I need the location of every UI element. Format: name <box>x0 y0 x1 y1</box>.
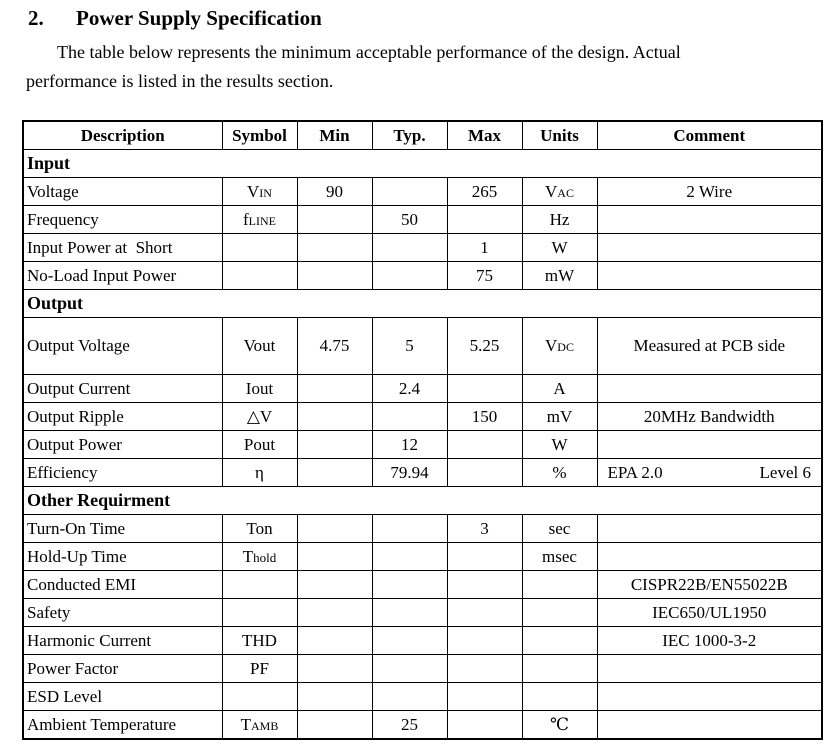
cell-comment <box>597 683 822 711</box>
cell-comment <box>597 431 822 459</box>
spec-table <box>22 120 823 740</box>
cell-typ: 25 <box>372 711 447 740</box>
cell-symbol <box>222 711 297 740</box>
table-header-row <box>23 121 822 150</box>
cell-symbol: △V <box>222 403 297 431</box>
cell-max <box>447 627 522 655</box>
comment-left: EPA 2.0 <box>607 462 663 482</box>
intro-line-2: performance is listed in the results section. <box>26 70 334 91</box>
cell-comment: IEC650/UL1950 <box>597 599 822 627</box>
symbol-sub: LINE <box>248 213 276 228</box>
cell-typ: 79.94 <box>372 459 447 487</box>
cell-min <box>297 206 372 234</box>
table-row-safety <box>23 599 822 627</box>
cell-max <box>447 431 522 459</box>
table-row-output-power <box>23 431 822 459</box>
cell-typ <box>372 178 447 206</box>
header-units: Units <box>522 121 597 150</box>
cell-min <box>297 459 372 487</box>
cell-typ <box>372 571 447 599</box>
header-symbol: Symbol <box>222 121 297 150</box>
cell-max <box>447 599 522 627</box>
cell-max <box>447 655 522 683</box>
cell-typ <box>372 234 447 262</box>
cell-comment <box>597 515 822 543</box>
cell-typ: 12 <box>372 431 447 459</box>
symbol-main: T <box>242 546 254 566</box>
cell-min <box>297 234 372 262</box>
cell-desc: Input Power at Short <box>23 234 222 262</box>
symbol-sub: AMB <box>251 718 279 733</box>
table-row-esd <box>23 683 822 711</box>
cell-comment <box>597 206 822 234</box>
cell-desc: Power Factor <box>23 655 222 683</box>
cell-unit <box>522 627 597 655</box>
cell-min <box>297 711 372 740</box>
cell-unit <box>522 571 597 599</box>
cell-symbol <box>222 262 297 290</box>
symbol-main: f <box>243 209 249 229</box>
cell-typ <box>372 627 447 655</box>
unit-sub: DC <box>557 340 574 354</box>
cell-min <box>297 262 372 290</box>
cell-comment <box>597 543 822 571</box>
cell-symbol: PF <box>222 655 297 683</box>
section-title: Power Supply Specification <box>76 6 322 30</box>
cell-typ <box>372 515 447 543</box>
cell-unit: msec <box>522 543 597 571</box>
cell-desc: Output Ripple <box>23 403 222 431</box>
table-row-no-load-power <box>23 262 822 290</box>
cell-unit <box>522 318 597 375</box>
cell-max <box>447 711 522 740</box>
cell-max: 5.25 <box>447 318 522 375</box>
cell-symbol <box>222 206 297 234</box>
cell-symbol: η <box>222 459 297 487</box>
group-other-label: Other Requirment <box>23 487 822 515</box>
group-output-label: Output <box>23 290 822 318</box>
cell-unit: % <box>522 459 597 487</box>
cell-comment: 2 Wire <box>597 178 822 206</box>
cell-comment <box>597 655 822 683</box>
cell-unit <box>522 178 597 206</box>
table-row-harmonic <box>23 627 822 655</box>
cell-min <box>297 543 372 571</box>
cell-desc: ESD Level <box>23 683 222 711</box>
table-row-hold-up <box>23 543 822 571</box>
symbol-sub: hold <box>253 549 277 565</box>
cell-symbol <box>222 683 297 711</box>
cell-desc: No-Load Input Power <box>23 262 222 290</box>
table-row-voltage <box>23 178 822 206</box>
cell-typ <box>372 683 447 711</box>
intro-paragraph <box>26 38 826 95</box>
cell-desc: Conducted EMI <box>23 571 222 599</box>
cell-typ: 50 <box>372 206 447 234</box>
cell-symbol: Ton <box>222 515 297 543</box>
cell-symbol <box>222 234 297 262</box>
header-max: Max <box>447 121 522 150</box>
header-comment: Comment <box>597 121 822 150</box>
cell-typ: 2.4 <box>372 375 447 403</box>
table-row-emi <box>23 571 822 599</box>
cell-comment <box>597 711 822 740</box>
cell-desc: Output Voltage <box>23 318 222 375</box>
group-other-row <box>23 487 822 515</box>
cell-comment <box>597 375 822 403</box>
cell-typ <box>372 543 447 571</box>
cell-comment: Measured at PCB side <box>597 318 822 375</box>
symbol-main: V <box>247 181 260 201</box>
cell-min <box>297 431 372 459</box>
cell-min: 4.75 <box>297 318 372 375</box>
cell-max <box>447 571 522 599</box>
cell-min <box>297 655 372 683</box>
cell-typ <box>372 403 447 431</box>
cell-comment: 20MHz Bandwidth <box>597 403 822 431</box>
cell-unit: Hz <box>522 206 597 234</box>
symbol-main: T <box>240 714 252 734</box>
cell-symbol: Pout <box>222 431 297 459</box>
table-row-ambient <box>23 711 822 740</box>
cell-unit <box>522 599 597 627</box>
cell-symbol <box>222 599 297 627</box>
cell-unit: W <box>522 234 597 262</box>
group-input-row <box>23 150 822 178</box>
cell-symbol <box>222 178 297 206</box>
table-row-frequency <box>23 206 822 234</box>
table-row-input-power-short <box>23 234 822 262</box>
cell-comment <box>597 459 822 487</box>
unit-main: V <box>545 336 558 355</box>
table-row-power-factor <box>23 655 822 683</box>
cell-symbol <box>222 543 297 571</box>
cell-symbol: THD <box>222 627 297 655</box>
cell-desc: Safety <box>23 599 222 627</box>
cell-min <box>297 403 372 431</box>
table-row-output-ripple <box>23 403 822 431</box>
cell-max: 75 <box>447 262 522 290</box>
cell-typ <box>372 655 447 683</box>
cell-max <box>447 543 522 571</box>
group-output-row <box>23 290 822 318</box>
table-row-output-current <box>23 375 822 403</box>
cell-max <box>447 683 522 711</box>
cell-max: 1 <box>447 234 522 262</box>
cell-typ <box>372 262 447 290</box>
header-description: Description <box>23 121 222 150</box>
unit-sub: AC <box>557 185 574 200</box>
cell-max <box>447 375 522 403</box>
header-typ: Typ. <box>372 121 447 150</box>
cell-typ <box>372 599 447 627</box>
symbol-sub: IN <box>259 185 272 200</box>
cell-desc: Output Power <box>23 431 222 459</box>
cell-typ: 5 <box>372 318 447 375</box>
cell-comment: IEC 1000-3-2 <box>597 627 822 655</box>
cell-symbol: Vout <box>222 318 297 375</box>
cell-min <box>297 599 372 627</box>
cell-min: 90 <box>297 178 372 206</box>
intro-line-1: The table below represents the minimum acceptable performance of the design. Actual <box>57 42 681 62</box>
cell-unit: ℃ <box>522 711 597 740</box>
cell-min <box>297 375 372 403</box>
cell-min <box>297 627 372 655</box>
header-min: Min <box>297 121 372 150</box>
cell-max <box>447 459 522 487</box>
cell-unit <box>522 683 597 711</box>
cell-desc: Harmonic Current <box>23 627 222 655</box>
cell-unit: A <box>522 375 597 403</box>
cell-desc: Hold-Up Time <box>23 543 222 571</box>
cell-comment <box>597 262 822 290</box>
cell-symbol: Iout <box>222 375 297 403</box>
table-row-output-voltage <box>23 318 822 375</box>
cell-desc: Turn-On Time <box>23 515 222 543</box>
cell-desc: Efficiency <box>23 459 222 487</box>
group-input-label: Input <box>23 150 822 178</box>
cell-desc: Voltage <box>23 178 222 206</box>
cell-max: 150 <box>447 403 522 431</box>
cell-unit: sec <box>522 515 597 543</box>
cell-comment <box>597 234 822 262</box>
cell-unit: W <box>522 431 597 459</box>
cell-min <box>297 515 372 543</box>
cell-max: 265 <box>447 178 522 206</box>
cell-max: 3 <box>447 515 522 543</box>
cell-symbol <box>222 571 297 599</box>
section-heading <box>28 6 322 31</box>
cell-unit: mW <box>522 262 597 290</box>
cell-unit <box>522 655 597 683</box>
comment-right: Level 6 <box>759 462 811 482</box>
cell-desc: Ambient Temperature <box>23 711 222 740</box>
unit-main: V <box>545 181 558 201</box>
cell-unit: mV <box>522 403 597 431</box>
cell-desc: Output Current <box>23 375 222 403</box>
cell-comment: CISPR22B/EN55022B <box>597 571 822 599</box>
table-row-turn-on <box>23 515 822 543</box>
table-row-efficiency <box>23 459 822 487</box>
cell-desc: Frequency <box>23 206 222 234</box>
cell-min <box>297 683 372 711</box>
section-number: 2. <box>28 6 44 30</box>
cell-max <box>447 206 522 234</box>
cell-min <box>297 571 372 599</box>
